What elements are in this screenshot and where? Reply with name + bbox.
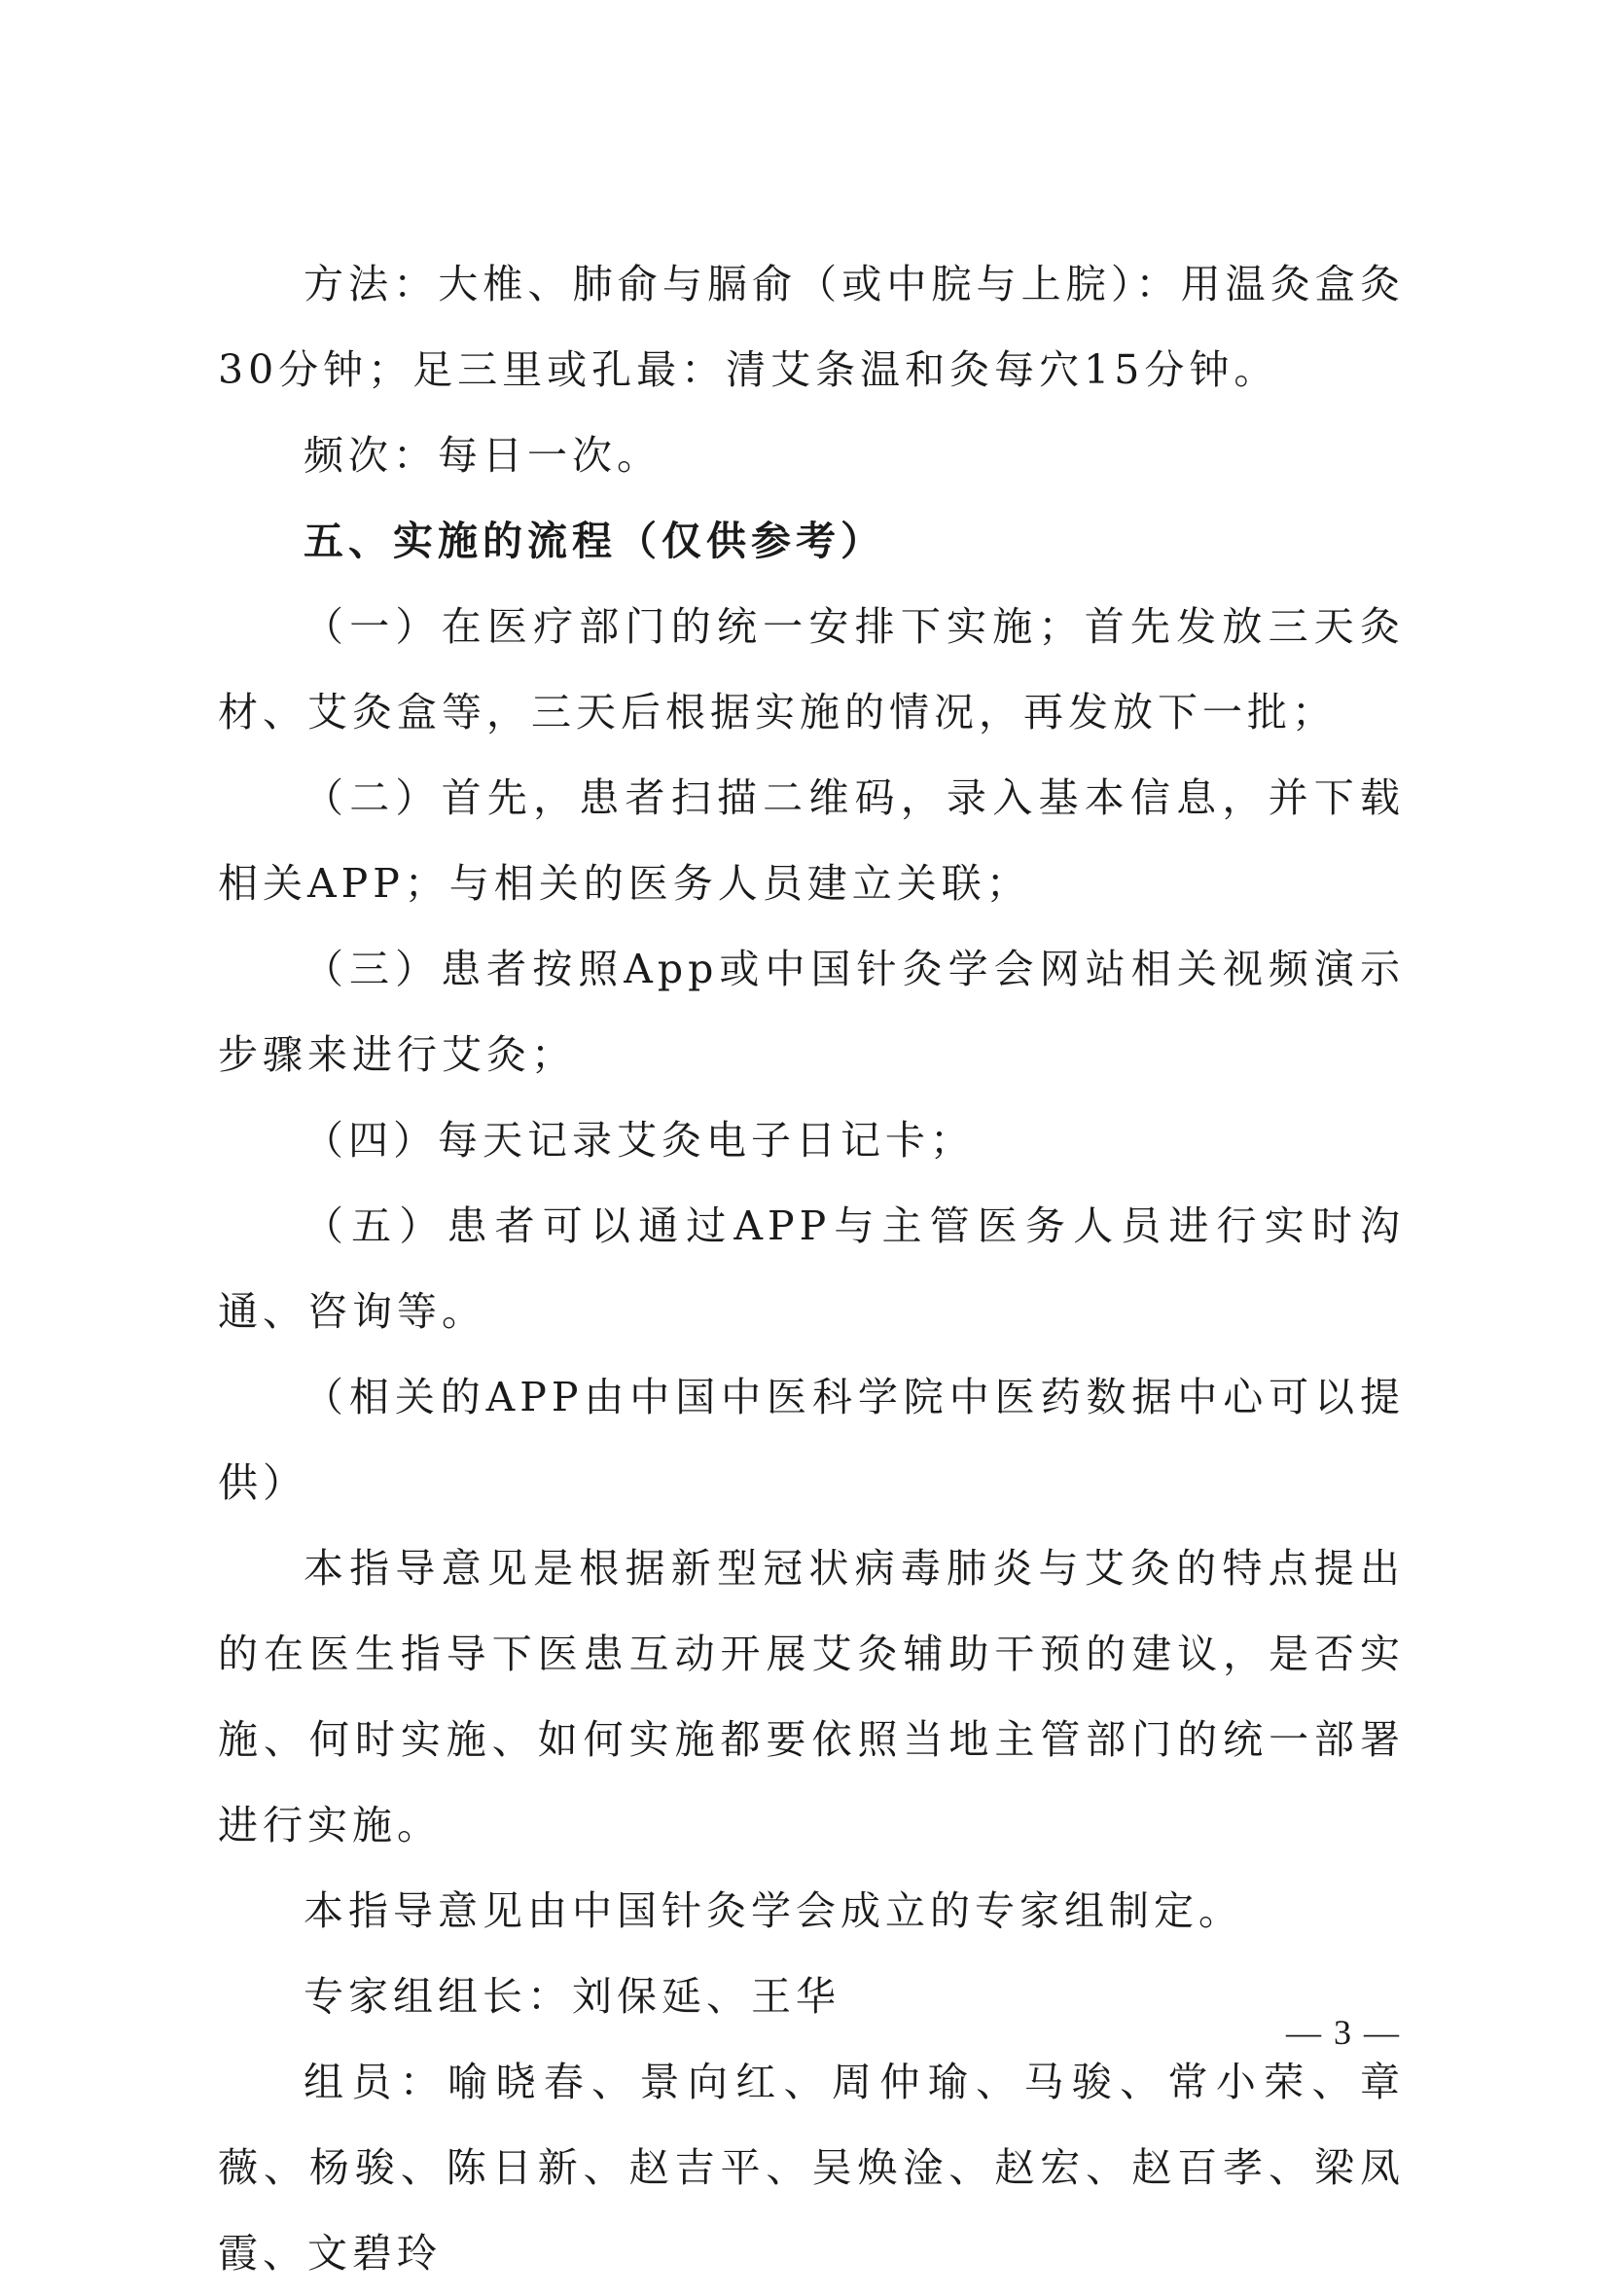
method-paragraph: 方法：大椎、肺俞与膈俞（或中脘与上脘）：用温灸盒灸30分钟；足三里或孔最：清艾条温和灸每穴15分钟。 <box>218 261 1405 393</box>
group-leaders: 专家组组长：刘保延、王华 <box>304 1973 840 2020</box>
document-body <box>218 241 1405 2296</box>
page-number: — 3 — <box>1286 2013 1401 2052</box>
frequency-paragraph: 频次：每日一次。 <box>304 432 661 479</box>
step-5-paragraph: （五）患者可以通过APP与主管医务人员进行实时沟通、咨询等。 <box>218 1202 1405 1335</box>
guidance-statement: 本指导意见是根据新型冠状病毒肺炎与艾灸的特点提出的在医生指导下医患互动开展艾灸辅助干预的建议，是否实施、何时实施、如何实施都要依照当地主管部门的统一部署进行实施。 <box>218 1545 1405 1848</box>
section-heading: 五、实施的流程（仅供参考） <box>304 518 885 564</box>
step-4-paragraph: （四）每天记录艾灸电子日记卡； <box>304 1117 975 1164</box>
step-3-paragraph: （三）患者按照App或中国针灸学会网站相关视频演示步骤来进行艾灸； <box>218 946 1405 1078</box>
step-2-paragraph: （二）首先，患者扫描二维码，录入基本信息，并下载相关APP；与相关的医务人员建立关联； <box>218 774 1405 907</box>
app-note: （相关的APP由中国中医科学院中医药数据中心可以提供） <box>218 1374 1405 1506</box>
group-members: 组员：喻晓春、景向红、周仲瑜、马骏、常小荣、章薇、杨骏、陈日新、赵吉平、吴焕淦、赵宏、赵百孝、梁凤霞、文碧玲 <box>218 2059 1405 2277</box>
step-1-paragraph: （一）在医疗部门的统一安排下实施；首先发放三天灸材、艾灸盒等，三天后根据实施的情况，再发放下一批； <box>218 603 1405 735</box>
author-statement: 本指导意见由中国针灸学会成立的专家组制定。 <box>304 1887 1243 1934</box>
